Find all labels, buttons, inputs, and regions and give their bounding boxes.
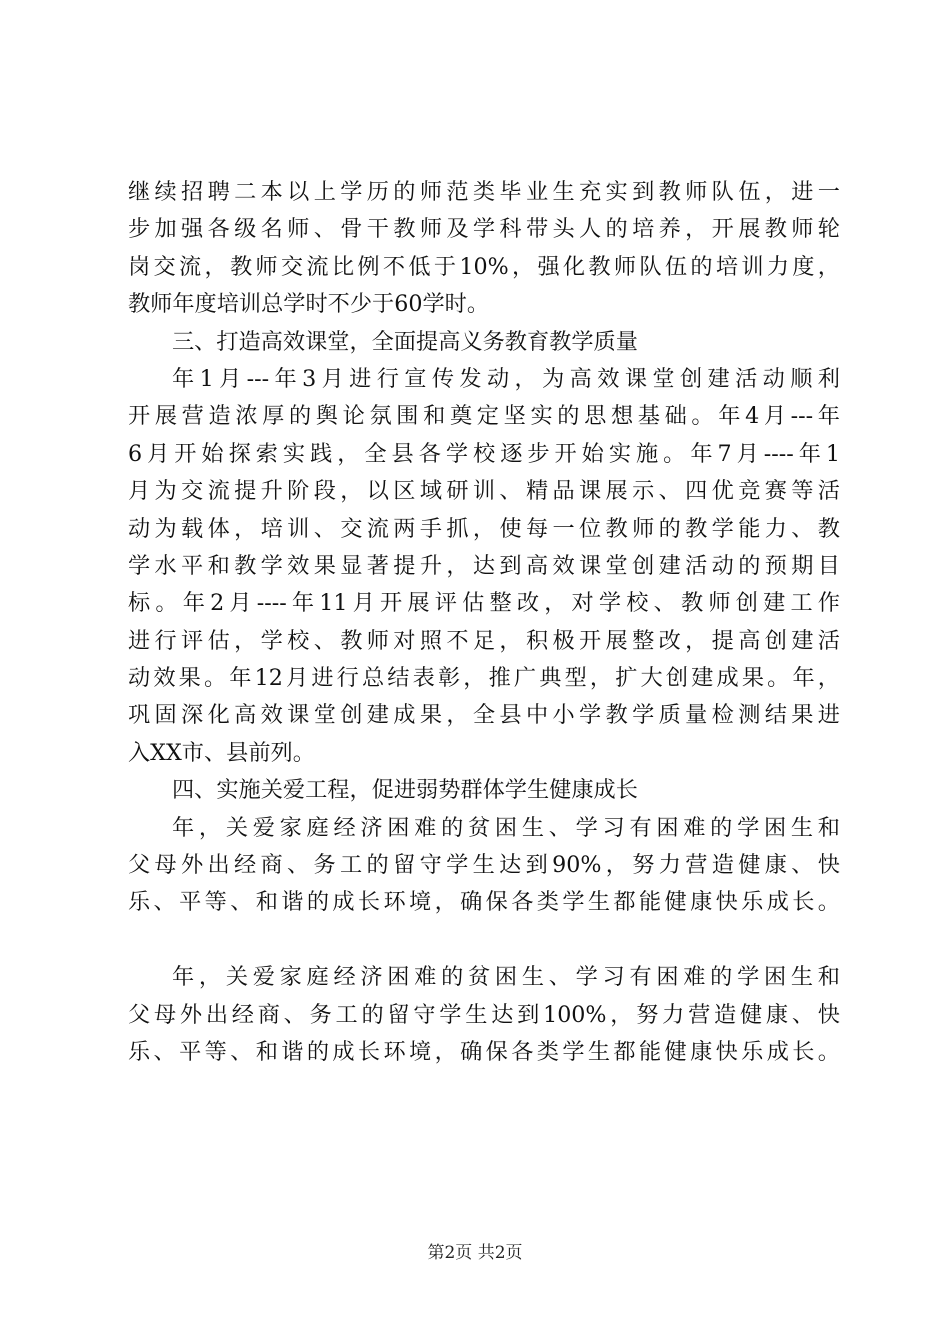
- section-heading: 四、实施关爱工程，促进弱势群体学生健康成长: [172, 777, 638, 804]
- text-line: 父母外出经商、务工的留守学生达到90%，努力营造健康、快: [128, 852, 840, 879]
- text-line: 月为交流提升阶段，以区域研训、精品课展示、四优竞赛等活: [128, 478, 840, 505]
- text-line: 学水平和教学效果显著提升，达到高效课堂创建活动的预期目: [128, 552, 840, 579]
- text-line: 岗交流，教师交流比例不低于10%，强化教师队伍的培训力度，: [128, 253, 840, 280]
- text-line: 年，关爱家庭经济困难的贫困生、学习有困难的学困生和: [172, 814, 840, 841]
- text-line: 巩固深化高效课堂创建成果，全县中小学教学质量检测结果进: [128, 702, 840, 729]
- text-line: 动为载体，培训、交流两手抓，使每一位教师的教学能力、教: [128, 515, 840, 542]
- text-line: 年1月---年3月进行宣传发动，为高效课堂创建活动顺利: [172, 365, 840, 392]
- text-line: 标。年2月----年11月开展评估整改，对学校、教师创建工作: [128, 590, 840, 617]
- document-body: [128, 174, 840, 1071]
- section-heading: 三、打造高效课堂，全面提高义务教育教学质量: [172, 328, 638, 355]
- text-line: 6月开始探索实践，全县各学校逐步开始实施。年7月----年1: [128, 440, 840, 467]
- text-line: 父母外出经商、务工的留守学生达到100%，努力营造健康、快: [128, 1001, 840, 1028]
- text-line: 乐、平等、和谐的成长环境，确保各类学生都能健康快乐成长。: [128, 889, 840, 916]
- page-footer: 第2页 共2页: [427, 1243, 523, 1263]
- text-line: 继续招聘二本以上学历的师范类毕业生充实到教师队伍，进一: [128, 179, 840, 205]
- paragraph-gap: [128, 922, 840, 959]
- text-line: 入XX市、县前列。: [128, 739, 315, 766]
- text-line: 步加强各级名师、骨干教师及学科带头人的培养，开展教师轮: [128, 216, 840, 243]
- text-line: 年，关爱家庭经济困难的贫困生、学习有困难的学困生和: [172, 964, 840, 991]
- text-line: 开展营造浓厚的舆论氛围和奠定坚实的思想基础。年4月---年: [128, 403, 840, 430]
- text-line: 教师年度培训总学时不少于60学时。: [128, 291, 490, 318]
- text-line: 动效果。年12月进行总结表彰，推广典型，扩大创建成果。年，: [128, 665, 840, 692]
- text-line: 进行评估，学校、教师对照不足，积极开展整改，提高创建活: [128, 627, 840, 654]
- text-line: 乐、平等、和谐的成长环境，确保各类学生都能健康快乐成长。: [128, 1038, 840, 1065]
